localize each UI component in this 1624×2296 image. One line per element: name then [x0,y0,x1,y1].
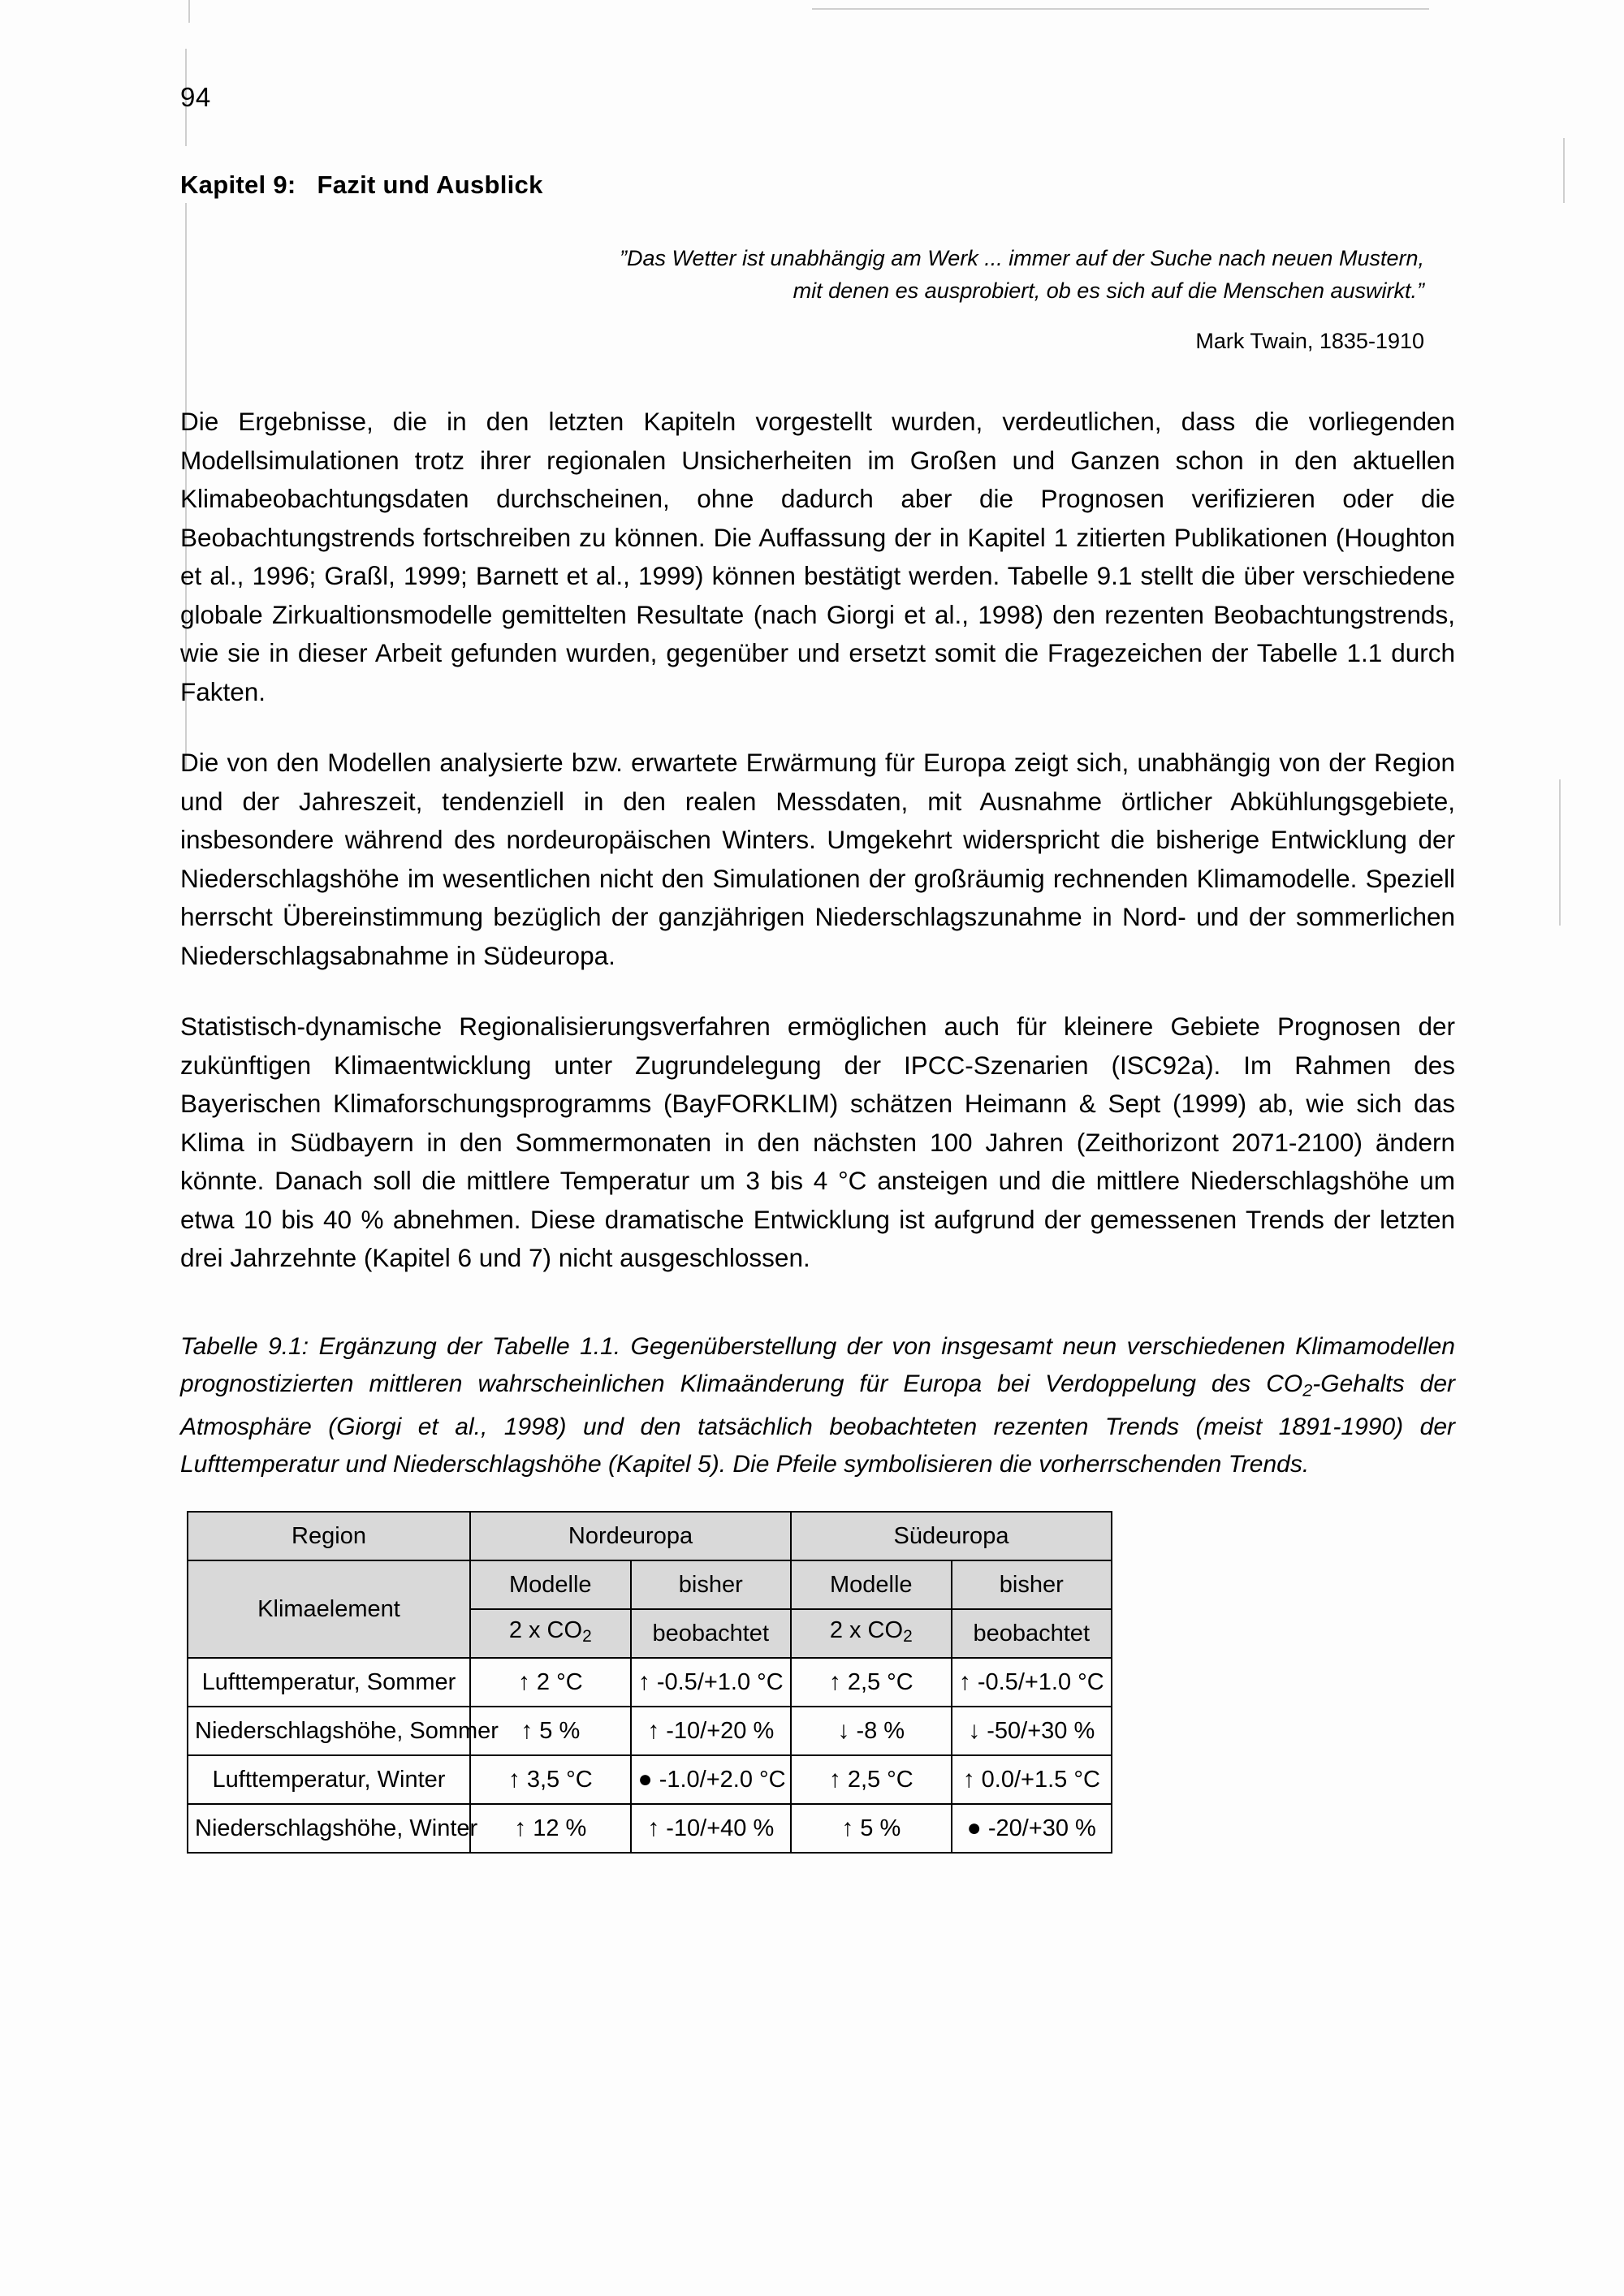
table-header-row-regions [188,1512,1112,1560]
paragraph-3: Statistisch-dynamische Regionalisierungsverfahren ermöglichen auch für kleinere Gebiete Prognosen der zukünftigen Klimaentwicklung unter Zugrundelegung der IPCC-Szenarien (ISC92a). Im Rahmen des Bayerischen Klimaforschungsprogramms (BayFORKLIM) schätzen Heimann & Sept (1999) ab, wie sich das Klima in Südbayern in den Sommermonaten in den nächsten 100 Jahren (Zeithorizont 2071-2100) ändern könnte. Danach soll die mittlere Temperatur um 3 bis 4 °C ansteigen und die mittlere Niederschlagshöhe um etwa 10 bis 40 % abnehmen. Diese dramatische Entwicklung ist aufgrund der gemessenen Trends der letzten drei Jahrzehnte (Kapitel 6 und 7) nicht ausgeschlossen. [180,1012,1455,1272]
trend-arrow-icon: ↓ [837,1716,850,1744]
cell-value: 3,5 °C [526,1766,593,1793]
cell-south-model [791,1755,952,1804]
header-region-south: Südeuropa [791,1512,1112,1560]
cell-value: -1.0/+2.0 °C [659,1766,786,1793]
row-label: Niederschlagshöhe, Sommer [188,1707,470,1755]
trend-circle-icon: ● [966,1814,982,1841]
cell-value: 2,5 °C [847,1766,914,1793]
header-north-observed-line2: beobachtet [631,1609,792,1658]
paragraph-1: Die Ergebnisse, die in den letzten Kapiteln vorgestellt wurden, verdeutlichen, dass die vorliegenden Modellsimulationen trotz ihrer regionalen Unsicherheiten im Großen und Ganzen schon in den aktuellen Klimabeobachtungsdaten durchscheinen, ohne dadurch aber die Prognosen verifizieren oder die Beobachtungstrends fortschreiben zu können. Die Auffassung der in Kapitel 1 zitierten Publikationen (Houghton et al., 1996; Graßl, 1999; Barnett et al., 1999) können bestätigt werden. Tabelle 9.1 stellt die über verschiedene globale Zirkualtionsmodelle gemittelten Resultate (nach Giorgi et al., 1998) den rezenten Beobachtungstrends, wie sie in dieser Arbeit gefunden wurden, gegenüber und ersetzt somit die Fragezeichen der Tabelle 1.1 durch Fakten. [180,407,1455,706]
cell-south-model [791,1658,952,1707]
cell-value: 2 °C [536,1668,583,1695]
cell-value: 0.0/+1.5 °C [981,1766,1100,1793]
cell-value: 12 % [533,1815,587,1841]
trend-arrow-icon: ↑ [841,1814,854,1841]
trend-arrow-icon: ↑ [517,1668,530,1695]
cell-value: 2,5 °C [847,1668,914,1695]
trend-arrow-icon: ↑ [958,1668,971,1695]
trend-arrow-icon: ↑ [828,1668,841,1695]
co2-pre-south: 2 x CO [829,1616,904,1643]
table-row [188,1804,1112,1853]
caption-subscript: 2 [1302,1379,1313,1400]
trend-arrow-icon: ↑ [508,1765,520,1793]
quote-line-1: ”Das Wetter ist unabhängig am Werk ... immer auf der Suche nach neuen Mustern, [620,246,1424,270]
cell-north-observed [631,1804,792,1853]
header-south-models-line2 [791,1609,952,1658]
trend-arrow-icon: ↑ [828,1765,841,1793]
chapter-label: Kapitel 9: [180,170,296,199]
cell-south-model [791,1804,952,1853]
cell-south-observed [952,1707,1112,1755]
climate-comparison-table [187,1511,1112,1854]
epigraph-quote [180,242,1455,307]
cell-north-observed [631,1658,792,1707]
trend-arrow-icon: ↑ [514,1814,527,1841]
table-row [188,1755,1112,1804]
header-element-label: Klimaelement [188,1560,470,1658]
table-row [188,1658,1112,1707]
cell-north-model [470,1755,631,1804]
caption-part-2: -Gehalts der Atmosphäre (Giorgi et al., 1998) und den tatsächlich beobachteten rezenten Trends (meist 1891-1990) der Lufttemperatur und Niederschlagshöhe (Kapitel 5). Die Pfeile symbolisieren die vorherrschenden Trends. [180,1370,1455,1478]
table-header-row-subcols [188,1560,1112,1609]
paragraph-2: Die von den Modellen analysierte bzw. erwartete Erwärmung für Europa zeigt sich, unabhängig von der Region und der Jahreszeit, tendenziell in den realen Messdaten, mit Ausnahme örtlicher Abkühlungsgebiete, insbesondere während des nordeuropäischen Winters. Umgekehrt widerspricht die bisherige Entwicklung der Niederschlagshöhe im wesentlichen nicht den Simulationen der großräumig rechnenden Klimamodelle. Speziell herrscht Übereinstimmung bezüglich der ganzjährigen Niederschlagszunahme in Nord- und der sommerlichen Niederschlagsabnahme in Südeuropa. [180,748,1455,970]
trend-arrow-icon: ↑ [520,1716,533,1744]
page-number: 94 [180,82,211,112]
scan-edge-mark [1559,779,1561,926]
chapter-title-text: Fazit und Ausblick [317,170,543,199]
scan-edge-mark [1563,138,1565,203]
cell-south-observed [952,1658,1112,1707]
scan-edge-mark [188,0,190,23]
cell-value: -10/+20 % [666,1717,775,1744]
trend-arrow-icon: ↑ [637,1668,650,1695]
header-north-models-line2 [470,1609,631,1658]
trend-arrow-icon: ↑ [962,1765,975,1793]
cell-value: -0.5/+1.0 °C [977,1668,1104,1695]
trend-circle-icon: ● [637,1765,653,1793]
table-container [180,1511,1455,1854]
header-south-observed-line1: bisher [952,1560,1112,1609]
row-label: Niederschlagshöhe, Winter [188,1804,470,1853]
header-north-models-line1: Modelle [470,1560,631,1609]
cell-north-model [470,1658,631,1707]
cell-value: -50/+30 % [987,1717,1095,1744]
scan-edge-mark [812,8,1429,10]
co2-pre-north: 2 x CO [508,1616,583,1643]
cell-north-model [470,1804,631,1853]
trend-arrow-icon: ↑ [647,1716,660,1744]
cell-north-observed [631,1707,792,1755]
cell-north-observed [631,1755,792,1804]
header-south-observed-line2: beobachtet [952,1609,1112,1658]
trend-arrow-icon: ↑ [647,1814,660,1841]
co2-sub-north: 2 [582,1627,592,1646]
chapter-heading [180,170,1455,200]
header-north-observed-line1: bisher [631,1560,792,1609]
table-head [188,1512,1112,1658]
row-label: Lufttemperatur, Winter [188,1755,470,1804]
quote-line-2: mit denen es ausprobiert, ob es sich auf die Menschen auswirkt.” [793,278,1424,303]
co2-sub-south: 2 [903,1627,913,1646]
cell-value: -8 % [856,1717,905,1744]
page-content [180,81,1455,1854]
row-label: Lufttemperatur, Sommer [188,1658,470,1707]
cell-south-observed [952,1804,1112,1853]
cell-value: -0.5/+1.0 °C [656,1668,784,1695]
cell-value: -10/+40 % [666,1815,775,1841]
table-caption [180,1328,1455,1483]
cell-value: 5 % [860,1815,901,1841]
quote-attribution: Mark Twain, 1835-1910 [1195,329,1424,353]
header-region-north: Nordeuropa [470,1512,791,1560]
cell-south-observed [952,1755,1112,1804]
header-south-models-line1: Modelle [791,1560,952,1609]
cell-south-model [791,1707,952,1755]
header-region-label: Region [188,1512,470,1560]
caption-part-1: Tabelle 9.1: Ergänzung der Tabelle 1.1. Gegenüberstellung der von insgesamt neun verschiedenen Klimamodellen prognostizierten mittleren wahrscheinlichen Klimaänderung für Europa bei Verdoppelung des CO [180,1332,1455,1397]
table-body [188,1658,1112,1853]
table-row [188,1707,1112,1755]
trend-arrow-icon: ↓ [968,1716,981,1744]
cell-value: 5 % [539,1717,581,1744]
cell-value: -20/+30 % [987,1815,1096,1841]
